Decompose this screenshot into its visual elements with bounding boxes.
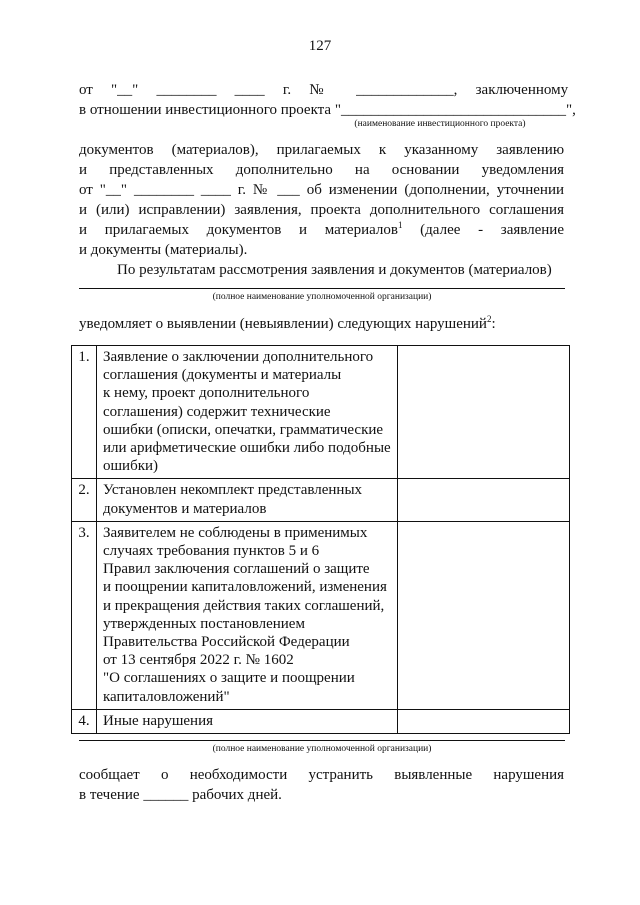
org-name-line-2 (79, 740, 565, 741)
para-word: и (79, 162, 88, 178)
caption-project: (наименование инвестиционного проекта) (354, 119, 526, 129)
paragraph-line-6: и документы (материалы). (79, 242, 248, 258)
violation-value-cell[interactable] (398, 346, 570, 479)
notice-suffix: : (491, 316, 496, 332)
notice-text: уведомляет о выявлении (невыявлении) следующих нарушений (79, 316, 487, 332)
violation-value-cell[interactable] (398, 479, 570, 521)
intro-word: от (79, 82, 93, 98)
violation-text: Иные нарушения (97, 709, 398, 733)
row-number: 4. (72, 709, 97, 733)
intro-line-2: в отношении инвестиционного проекта "______________________________", (79, 102, 576, 118)
intro-word: ____ (234, 82, 265, 98)
para-word: к (378, 142, 387, 158)
intro-word: заключенному (475, 82, 569, 98)
violation-value-cell[interactable] (398, 521, 570, 709)
para-word: на (354, 162, 370, 178)
closing-word: необходимости (189, 767, 288, 783)
para-word: основании (391, 162, 460, 178)
table-row (72, 346, 570, 479)
intro-word: № _____________, (309, 82, 458, 98)
paragraph-line-3: от "__" ________ ____ г. № ___ об изменении (дополнении, уточнении (79, 182, 564, 198)
closing-line-2: в течение ______ рабочих дней. (79, 787, 282, 803)
row-number: 3. (72, 521, 97, 709)
caption-org: (полное наименование уполномоченной организации) (212, 292, 432, 302)
paragraph-line-4: и (или) исправлении) заявления, проекта дополнительного соглашения (79, 202, 564, 218)
intro-word: г. (282, 82, 292, 98)
closing-word: выявленные (394, 767, 473, 783)
table-row (72, 709, 570, 733)
intro-line-1 (79, 80, 568, 100)
footnote-ref-2: 2 (486, 314, 492, 324)
violation-text: Заявление о заключении дополнительного соглашения (документы и материалы к нему, проект дополнительного соглашения) содержит технические ошибки (описки, опечатки, грамматические или арифметические ошибки либо подобные ошибки) (97, 346, 398, 479)
closing-word: нарушения (493, 767, 565, 783)
para-word: (материалов), (171, 142, 259, 158)
org-name-line (79, 288, 565, 289)
intro-word: "__" (111, 82, 139, 98)
footnote-ref-1: 1 (397, 220, 403, 230)
closing-word: сообщает (79, 767, 140, 783)
para-word: дополнительно (235, 162, 333, 178)
para-word: прилагаемых (276, 142, 361, 158)
paragraph-line-5 (79, 220, 564, 240)
page-number: 127 (308, 38, 332, 54)
para-text: (далее - заявление (402, 222, 564, 238)
para-word: документов (79, 142, 154, 158)
table-row (72, 479, 570, 521)
para-word: уведомления (481, 162, 564, 178)
closing-word: устранить (308, 767, 373, 783)
caption-org-2: (полное наименование уполномоченной организации) (212, 744, 432, 754)
row-number: 2. (72, 479, 97, 521)
violations-table (71, 345, 570, 734)
notice-line (79, 314, 496, 334)
row-number: 1. (72, 346, 97, 479)
intro-word: ________ (156, 82, 217, 98)
para-word: представленных (109, 162, 214, 178)
closing-word: о (160, 767, 169, 783)
violation-value-cell[interactable] (398, 709, 570, 733)
paragraph-line-2 (79, 160, 564, 180)
paragraph-line-7: По результатам рассмотрения заявления и документов (материалов) (117, 262, 552, 278)
table-row (72, 521, 570, 709)
closing-line-1 (79, 765, 564, 785)
violation-text: Установлен некомплект представленных документов и материалов (97, 479, 398, 521)
para-text: и прилагаемых документов и материалов (79, 222, 398, 238)
para-word: заявлению (496, 142, 565, 158)
para-word: указанному (404, 142, 479, 158)
violation-text: Заявителем не соблюдены в применимых случаях требования пунктов 5 и 6 Правил заключения соглашений о защите и поощрении капиталовложений, изменения и прекращения действия таких соглашений, утвержденных постановлением Правительства Российской Федерации от 13 сентября 2022 г. № 1602 "О соглашениях о защите и поощрении капиталовложений" (97, 521, 398, 709)
paragraph-line-1 (79, 140, 564, 160)
